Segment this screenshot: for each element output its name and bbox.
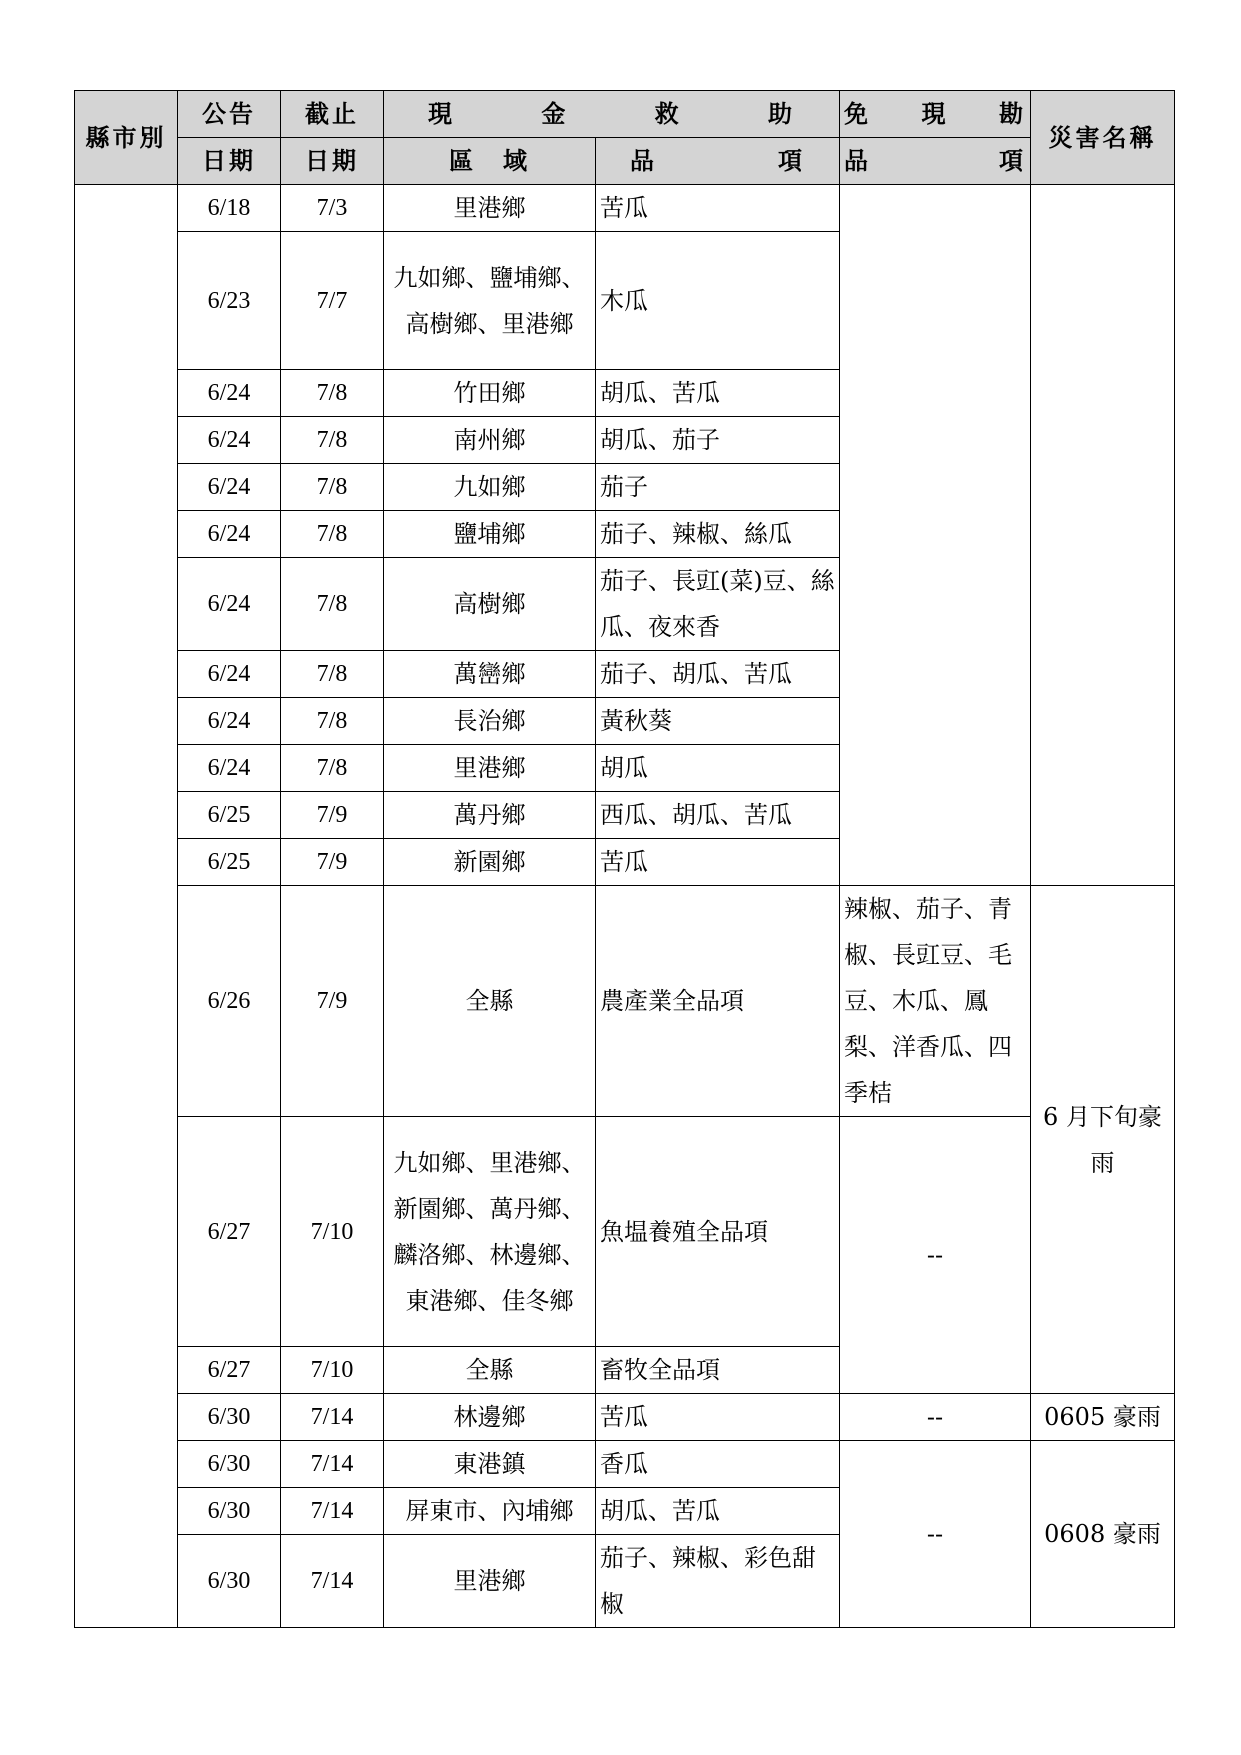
deadline-date: 7/14 bbox=[281, 1535, 384, 1628]
announce-date: 6/24 bbox=[178, 745, 281, 792]
header-exempt-char: 項 bbox=[999, 147, 1026, 175]
announce-date: 6/25 bbox=[178, 792, 281, 839]
items-cell: 茄子、辣椒、絲瓜 bbox=[596, 511, 840, 558]
announce-date: 6/24 bbox=[178, 511, 281, 558]
deadline-date: 7/8 bbox=[281, 417, 384, 464]
items-cell: 茄子 bbox=[596, 464, 840, 511]
header-cash-aid-char: 現 bbox=[428, 100, 455, 128]
announce-date: 6/30 bbox=[178, 1535, 281, 1628]
area-cell: 里港鄉 bbox=[384, 1535, 596, 1628]
announce-date: 6/26 bbox=[178, 886, 281, 1117]
header-area: 區 域 bbox=[384, 138, 596, 185]
items-cell: 苦瓜 bbox=[596, 185, 840, 232]
header-exempt-1 bbox=[840, 91, 1031, 138]
deadline-date: 7/8 bbox=[281, 745, 384, 792]
items-cell: 魚塭養殖全品項 bbox=[596, 1117, 840, 1347]
area-cell: 九如鄉、鹽埔鄉、高樹鄉、里港鄉 bbox=[384, 232, 596, 370]
announce-date: 6/30 bbox=[178, 1441, 281, 1488]
area-cell: 全縣 bbox=[384, 886, 596, 1117]
deadline-date: 7/8 bbox=[281, 464, 384, 511]
area-cell: 萬巒鄉 bbox=[384, 651, 596, 698]
deadline-date: 7/3 bbox=[281, 185, 384, 232]
area-cell: 南州鄉 bbox=[384, 417, 596, 464]
header-exempt-2 bbox=[840, 138, 1031, 185]
items-cell: 黃秋葵 bbox=[596, 698, 840, 745]
disaster-cell-empty bbox=[1031, 185, 1175, 886]
area-cell: 竹田鄉 bbox=[384, 370, 596, 417]
items-cell: 西瓜、胡瓜、苦瓜 bbox=[596, 792, 840, 839]
deadline-date: 7/8 bbox=[281, 511, 384, 558]
header-exempt-char: 勘 bbox=[999, 100, 1026, 128]
announce-date: 6/27 bbox=[178, 1117, 281, 1347]
deadline-date: 7/8 bbox=[281, 651, 384, 698]
deadline-date: 7/9 bbox=[281, 792, 384, 839]
exempt-items-cell: 辣椒、茄子、青椒、長豇豆、毛豆、木瓜、鳳梨、洋香瓜、四季桔 bbox=[840, 886, 1031, 1117]
items-cell: 苦瓜 bbox=[596, 839, 840, 886]
deadline-date: 7/10 bbox=[281, 1117, 384, 1347]
exempt-cell-empty bbox=[840, 185, 1031, 886]
announce-date: 6/27 bbox=[178, 1347, 281, 1394]
items-cell: 胡瓜、苦瓜 bbox=[596, 1488, 840, 1535]
deadline-date: 7/7 bbox=[281, 232, 384, 370]
table-row bbox=[75, 1394, 1175, 1441]
table-row bbox=[75, 1441, 1175, 1488]
county-cell bbox=[75, 185, 178, 1628]
items-cell: 茄子、辣椒、彩色甜椒 bbox=[596, 1535, 840, 1628]
area-cell: 長治鄉 bbox=[384, 698, 596, 745]
header-disaster: 災害名稱 bbox=[1031, 91, 1175, 185]
area-cell: 東港鎮 bbox=[384, 1441, 596, 1488]
area-cell: 林邊鄉 bbox=[384, 1394, 596, 1441]
deadline-date: 7/14 bbox=[281, 1394, 384, 1441]
area-cell: 里港鄉 bbox=[384, 185, 596, 232]
header-exempt-char: 現 bbox=[921, 100, 949, 128]
header-deadline-1: 截止 bbox=[281, 91, 384, 138]
deadline-date: 7/14 bbox=[281, 1488, 384, 1535]
table-row bbox=[75, 1117, 1175, 1347]
area-cell: 里港鄉 bbox=[384, 745, 596, 792]
deadline-date: 7/9 bbox=[281, 839, 384, 886]
deadline-date: 7/10 bbox=[281, 1347, 384, 1394]
items-cell: 茄子、胡瓜、苦瓜 bbox=[596, 651, 840, 698]
header-county: 縣市別 bbox=[75, 91, 178, 185]
exempt-items-cell: -- bbox=[840, 1394, 1031, 1441]
items-cell: 香瓜 bbox=[596, 1441, 840, 1488]
announce-date: 6/30 bbox=[178, 1394, 281, 1441]
deadline-date: 7/8 bbox=[281, 370, 384, 417]
items-cell: 農產業全品項 bbox=[596, 886, 840, 1117]
deadline-date: 7/8 bbox=[281, 558, 384, 651]
announce-date: 6/23 bbox=[178, 232, 281, 370]
header-exempt-char: 免 bbox=[844, 100, 871, 128]
area-cell: 萬丹鄉 bbox=[384, 792, 596, 839]
items-cell: 木瓜 bbox=[596, 232, 840, 370]
announce-date: 6/30 bbox=[178, 1488, 281, 1535]
area-cell: 全縣 bbox=[384, 1347, 596, 1394]
announce-date: 6/24 bbox=[178, 698, 281, 745]
header-items-char: 品 bbox=[630, 147, 657, 175]
disaster-name-cell: 0605 豪雨 bbox=[1031, 1394, 1175, 1441]
area-cell: 鹽埔鄉 bbox=[384, 511, 596, 558]
header-items bbox=[596, 138, 840, 185]
area-cell: 新園鄉 bbox=[384, 839, 596, 886]
area-cell: 九如鄉 bbox=[384, 464, 596, 511]
disaster-name-cell: 6 月下旬豪雨 bbox=[1031, 886, 1175, 1394]
items-cell: 茄子、長豇(菜)豆、絲瓜、夜來香 bbox=[596, 558, 840, 651]
announce-date: 6/24 bbox=[178, 464, 281, 511]
area-cell: 高樹鄉 bbox=[384, 558, 596, 651]
header-cash-aid-char: 救 bbox=[654, 100, 682, 128]
disaster-name-cell: 0608 豪雨 bbox=[1031, 1441, 1175, 1628]
items-cell: 胡瓜、茄子 bbox=[596, 417, 840, 464]
deadline-date: 7/14 bbox=[281, 1441, 384, 1488]
header-announce-2: 日期 bbox=[178, 138, 281, 185]
items-cell: 胡瓜、苦瓜 bbox=[596, 370, 840, 417]
header-cash-aid-char: 金 bbox=[541, 100, 569, 128]
announce-date: 6/24 bbox=[178, 370, 281, 417]
header-deadline-2: 日期 bbox=[281, 138, 384, 185]
announce-date: 6/18 bbox=[178, 185, 281, 232]
deadline-date: 7/8 bbox=[281, 698, 384, 745]
exempt-items-cell: -- bbox=[840, 1117, 1031, 1394]
header-announce-1: 公告 bbox=[178, 91, 281, 138]
header-cash-aid-char: 助 bbox=[767, 100, 795, 128]
header-items-char: 項 bbox=[778, 147, 805, 175]
table-row bbox=[75, 185, 1175, 232]
area-cell: 屏東市、內埔鄉 bbox=[384, 1488, 596, 1535]
deadline-date: 7/9 bbox=[281, 886, 384, 1117]
announce-date: 6/24 bbox=[178, 417, 281, 464]
announce-date: 6/24 bbox=[178, 558, 281, 651]
exempt-items-cell: -- bbox=[840, 1441, 1031, 1628]
items-cell: 畜牧全品項 bbox=[596, 1347, 840, 1394]
area-cell: 九如鄉、里港鄉、新園鄉、萬丹鄉、麟洛鄉、林邊鄉、東港鄉、佳冬鄉 bbox=[384, 1117, 596, 1347]
table-row bbox=[75, 886, 1175, 1117]
items-cell: 苦瓜 bbox=[596, 1394, 840, 1441]
announce-date: 6/25 bbox=[178, 839, 281, 886]
items-cell: 胡瓜 bbox=[596, 745, 840, 792]
header-exempt-char: 品 bbox=[844, 147, 871, 175]
announce-date: 6/24 bbox=[178, 651, 281, 698]
header-cash-aid bbox=[384, 91, 840, 138]
relief-table bbox=[74, 90, 1175, 1628]
